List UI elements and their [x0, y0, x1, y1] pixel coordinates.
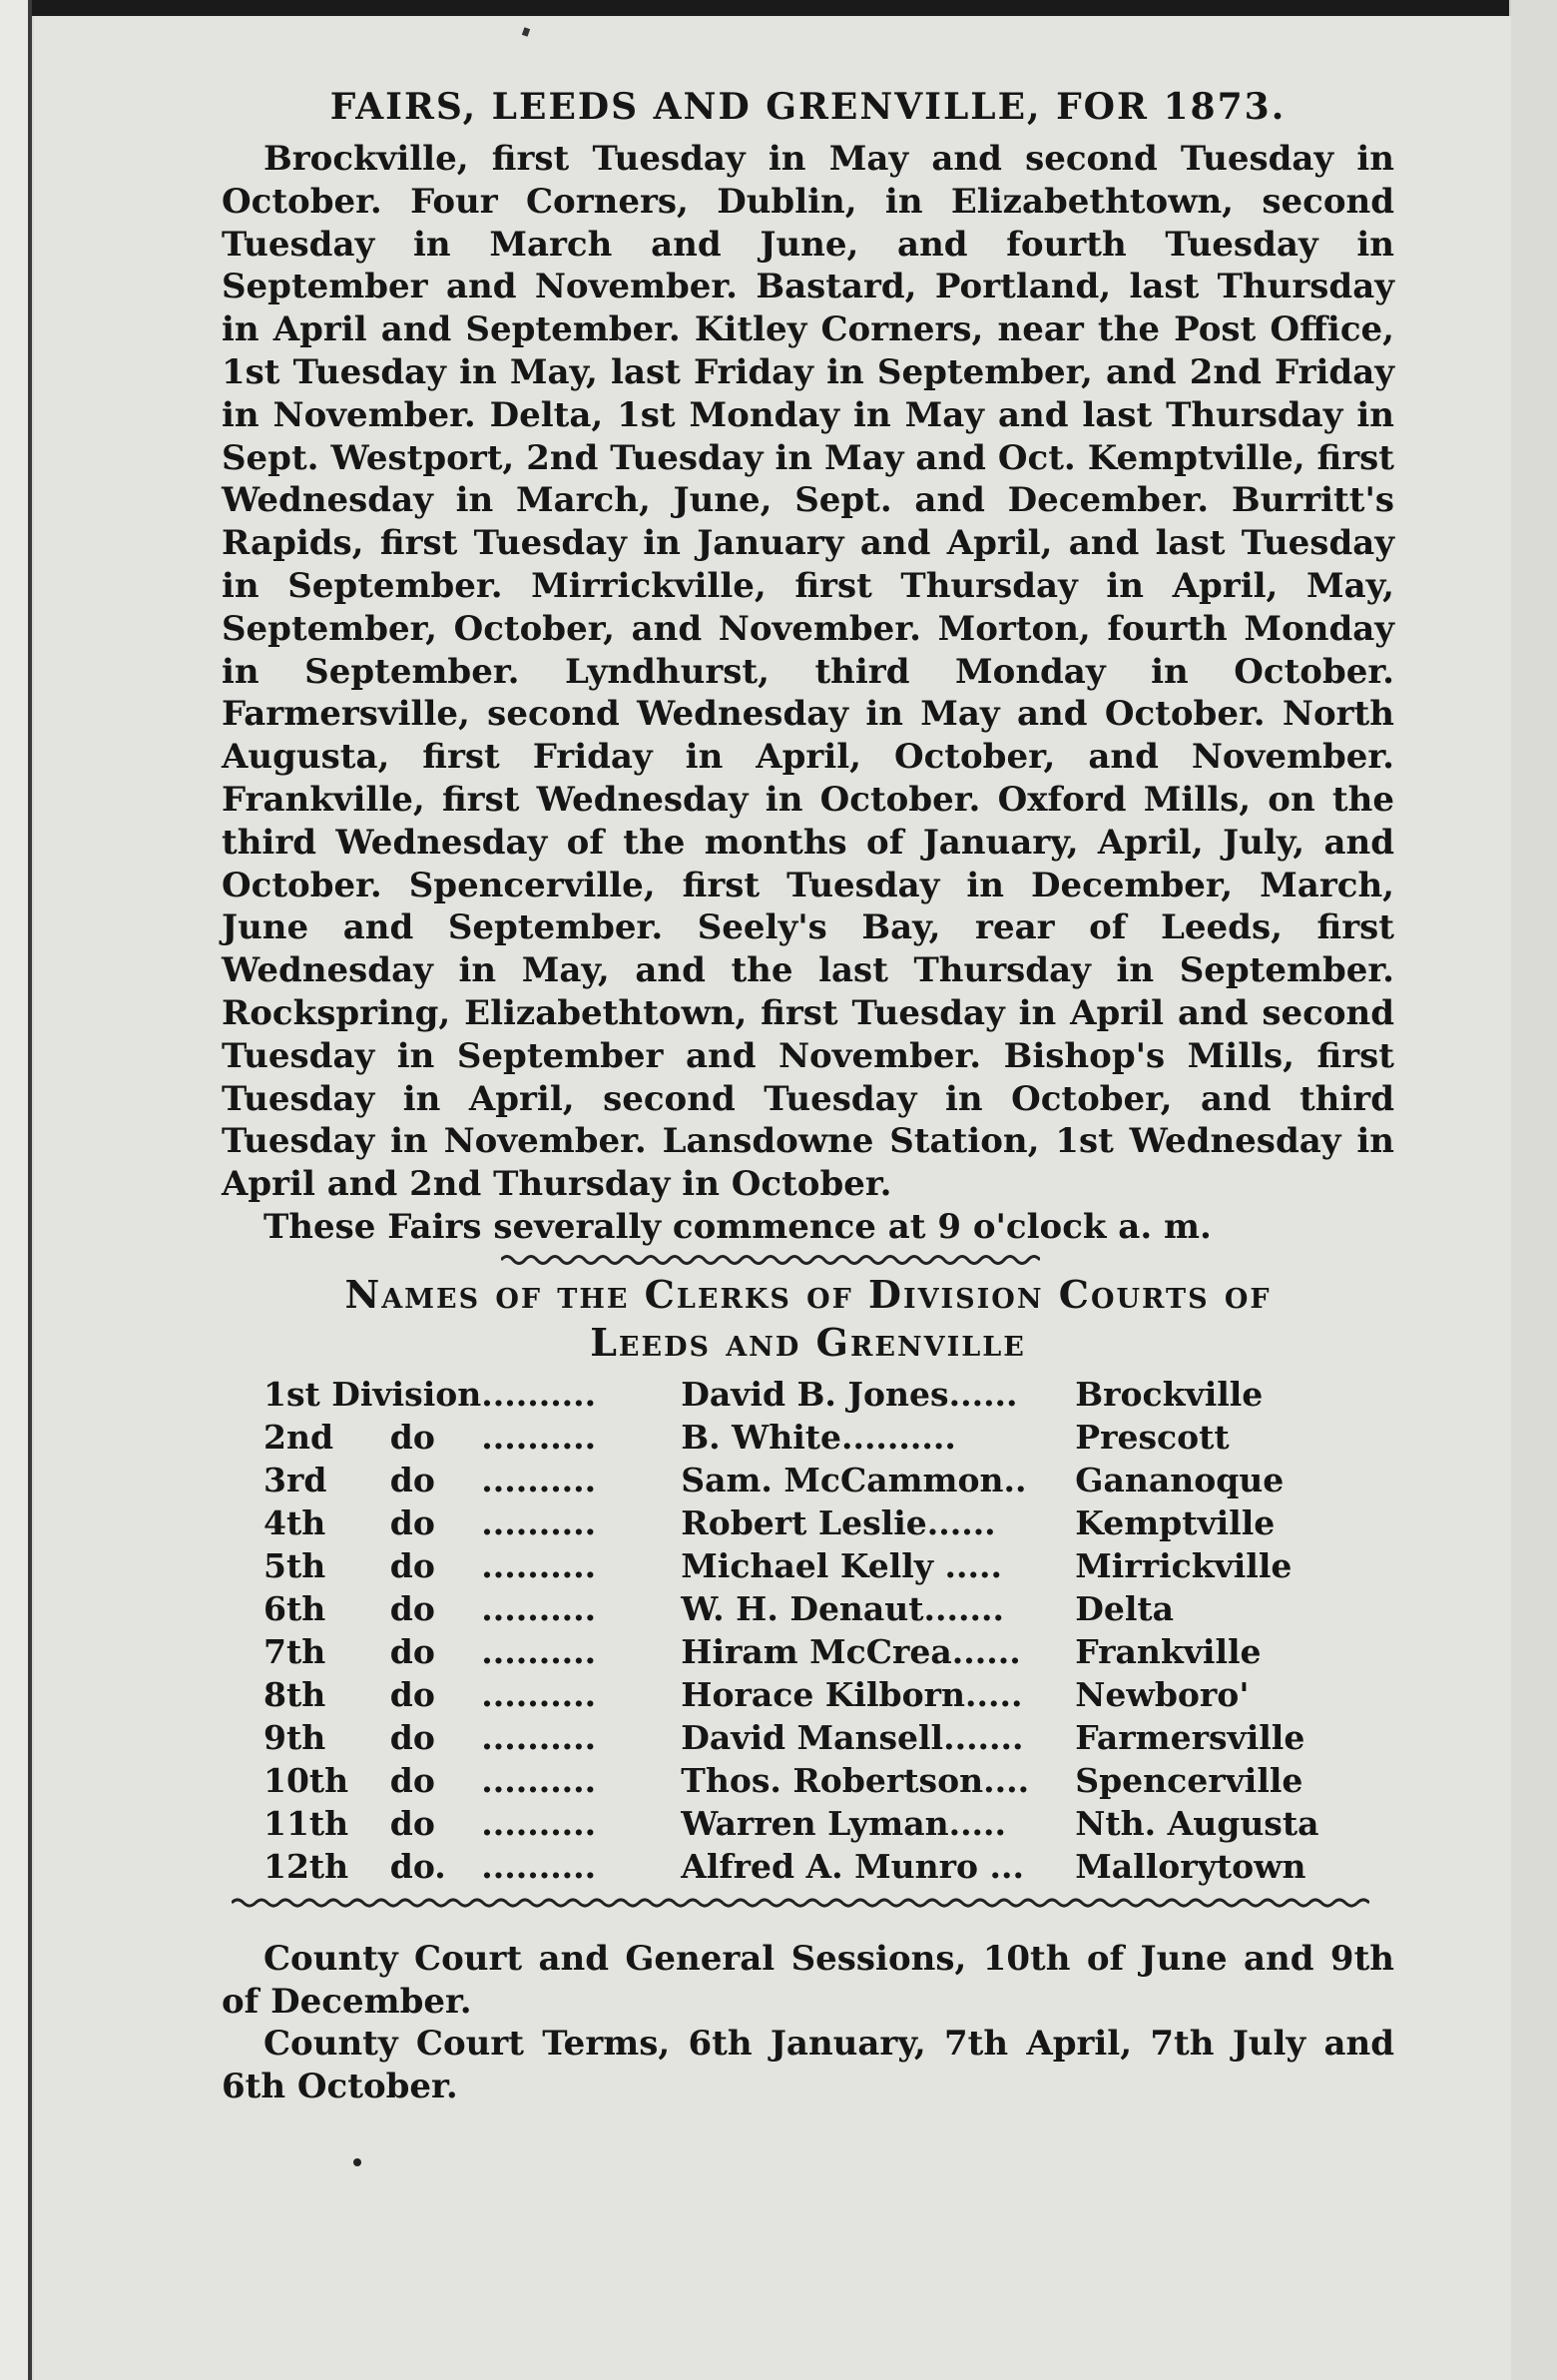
- place-cell: Farmersville: [1075, 1717, 1305, 1757]
- leader-dots: ..........: [481, 1803, 597, 1843]
- ditto-cell: do: [389, 1588, 435, 1628]
- table-row: [263, 1416, 1319, 1459]
- clerk-name: Warren Lyman.....: [681, 1803, 1007, 1843]
- clerk-name: Michael Kelly .....: [681, 1545, 1002, 1585]
- ditto-cell: do: [389, 1631, 435, 1671]
- clerk-name: David Mansell.......: [681, 1717, 1024, 1757]
- ditto-cell: do: [389, 1674, 435, 1714]
- leader-dots: ..........: [481, 1374, 597, 1414]
- division-cell: 8th: [263, 1674, 326, 1714]
- leader-dots: ..........: [481, 1588, 597, 1628]
- ditto-cell: do: [389, 1502, 435, 1542]
- clerk-name: B. White..........: [681, 1417, 956, 1457]
- division-cell: 5th: [263, 1545, 326, 1585]
- clerks-table: [263, 1373, 1319, 1888]
- division-cell: 10th: [263, 1760, 349, 1800]
- right-page-edge: [1509, 0, 1557, 2380]
- wavy-divider-top: [501, 1253, 1040, 1267]
- leader-dots: ..........: [481, 1502, 597, 1542]
- clerk-name: David B. Jones......: [681, 1374, 1018, 1414]
- table-row: [263, 1459, 1319, 1501]
- table-row: [263, 1373, 1319, 1416]
- table-row: [263, 1759, 1319, 1802]
- clerk-name: Robert Leslie......: [681, 1502, 996, 1542]
- book-page: [34, 16, 1511, 2380]
- place-cell: Mallorytown: [1075, 1846, 1306, 1886]
- division-cell: 11th: [263, 1803, 349, 1843]
- ink-mark: [522, 27, 530, 37]
- place-cell: Delta: [1075, 1588, 1175, 1628]
- leader-dots: ..........: [481, 1545, 597, 1585]
- division-cell: 1st Division: [263, 1374, 482, 1414]
- division-cell: 6th: [263, 1588, 326, 1628]
- ditto-cell: do.: [389, 1846, 446, 1886]
- table-row: [263, 1716, 1319, 1759]
- division-cell: 3rd: [263, 1460, 327, 1499]
- page-title: FAIRS, LEEDS AND GRENVILLE, FOR 1873.: [329, 86, 1287, 128]
- clerks-heading-line2: Leeds and Grenville: [590, 1319, 1026, 1365]
- leader-dots: ..........: [481, 1760, 597, 1800]
- leader-dots: ..........: [481, 1717, 597, 1757]
- place-cell: Nth. Augusta: [1075, 1803, 1319, 1843]
- ink-dot: [353, 2158, 361, 2166]
- leader-dots: ..........: [481, 1417, 597, 1457]
- table-row: [263, 1673, 1319, 1716]
- clerks-heading-line1: Names of the Clerks of Division Courts of: [344, 1271, 1272, 1317]
- leader-dots: ..........: [481, 1631, 597, 1671]
- clerk-name: Alfred A. Munro ...: [681, 1846, 1024, 1886]
- table-row: [263, 1544, 1319, 1587]
- top-dark-band: [0, 0, 1557, 16]
- place-cell: Brockville: [1075, 1374, 1264, 1414]
- leader-dots: ..........: [481, 1846, 597, 1886]
- table-row: [263, 1587, 1319, 1630]
- table-row: [263, 1630, 1319, 1673]
- place-cell: Prescott: [1075, 1417, 1230, 1457]
- ditto-cell: do: [389, 1717, 435, 1757]
- division-cell: 9th: [263, 1717, 326, 1757]
- page-content: [222, 86, 1394, 2108]
- clerk-name: W. H. Denaut.......: [681, 1588, 1004, 1628]
- division-cell: 7th: [263, 1631, 326, 1671]
- division-cell: 4th: [263, 1502, 326, 1542]
- table-row: [263, 1802, 1319, 1845]
- fairs-paragraph: Brockville, first Tuesday in May and second Tuesday in October. Four Corners, Dublin, in Elizabethtown, second Tuesday in March and June, and fourth Tuesday in September and November. Bastard, Portland, last Thursday in April and September. Kitley Corners, near the Post Office, 1st Tuesday in May, last Friday in September, and 2nd Friday in November. Delta, 1st Monday in May and last Thursday in Sept. Westport, 2nd Tuesday in May and Oct. Kemptville, first Wednesday in March, June, Sept. and December. Burritt's Rapids, first Tuesday in January and April, and last Tuesday in September. Mirrickville, first Thursday in April, May, September, October, and November. Morton, fourth Monday in September. Lyndhurst, third Monday in October. Farmersville, second Wednesday in May and October. North Augusta, first Friday in April, October, and November. Frankville, first Wednesday in October. Oxford Mills, on the third Wednesday of the months of January, April, July, and October. Spencerville, first Tuesday in December, March, June and September. Seely's Bay, rear of Leeds, first Wednesday in May, and the last Thursday in September. Rockspring, Elizabethtown, first Tuesday in April and second Tuesday in September and November. Bishop's Mills, first Tuesday in April, second Tuesday in October, and third Tuesday in November. Lansdowne Station, 1st Wednesday in April and 2nd Thursday in October.: [222, 139, 1394, 1205]
- ditto-cell: do: [389, 1803, 435, 1843]
- ditto-cell: do: [389, 1417, 435, 1457]
- leader-dots: ..........: [481, 1674, 597, 1714]
- county-court-sessions: County Court and General Sessions, 10th of June and 9th of December.: [222, 1938, 1394, 2022]
- leader-dots: ..........: [481, 1460, 597, 1499]
- ditto-cell: do: [389, 1460, 435, 1499]
- place-cell: Kemptville: [1075, 1502, 1276, 1542]
- clerk-name: Sam. McCammon..: [681, 1460, 1027, 1499]
- table-row: [263, 1845, 1319, 1888]
- left-binding-strip: [0, 0, 32, 2380]
- division-cell: 12th: [263, 1846, 349, 1886]
- place-cell: Mirrickville: [1075, 1545, 1293, 1585]
- fairs-note: These Fairs severally commence at 9 o'clock a. m.: [263, 1206, 1212, 1247]
- county-court-terms: County Court Terms, 6th January, 7th April, 7th July and 6th October.: [222, 2024, 1394, 2107]
- place-cell: Gananoque: [1075, 1460, 1285, 1499]
- clerk-name: Thos. Robertson....: [681, 1760, 1030, 1800]
- division-cell: 2nd: [263, 1417, 334, 1457]
- clerk-name: Hiram McCrea......: [681, 1631, 1021, 1671]
- wavy-divider-bottom: [232, 1896, 1369, 1910]
- place-cell: Spencerville: [1075, 1760, 1303, 1800]
- ditto-cell: do: [389, 1760, 435, 1800]
- place-cell: Frankville: [1075, 1631, 1262, 1671]
- clerk-name: Horace Kilborn.....: [681, 1674, 1023, 1714]
- table-row: [263, 1501, 1319, 1544]
- ditto-cell: do: [389, 1545, 435, 1585]
- place-cell: Newboro': [1075, 1674, 1250, 1714]
